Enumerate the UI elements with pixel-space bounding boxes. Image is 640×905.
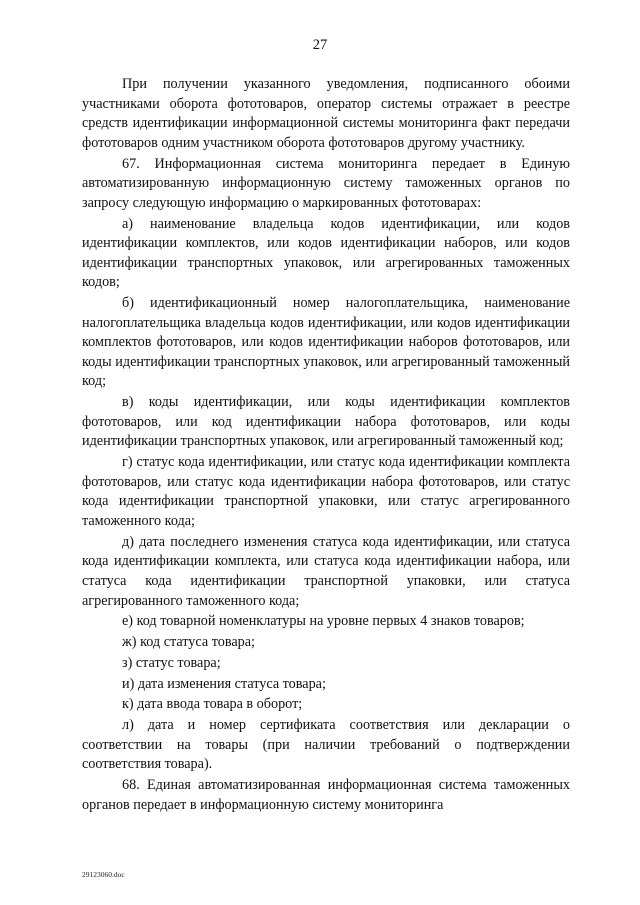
list-item-b: б) идентификационный номер налогоплательщика, наименование налогоплательщика владельца кодов идентификации, или кодов идентификации комплектов фототоваров, или кодов идентификации наборов фототоваров, или коды идентификации транспортных упаковок, или агрегированный таможенный код; — [82, 295, 570, 390]
paragraph-67: 67. Информационная система мониторинга передает в Единую автоматизированную информационную систему таможенных органов по запросу следующую информацию о маркированных фототоварах: — [82, 155, 570, 211]
list-item-z: з) статус товара; — [122, 654, 221, 671]
list-item-zh: ж) код статуса товара; — [122, 634, 255, 651]
footer-filename: 29123060.doc — [82, 870, 125, 879]
list-item-g: г) статус кода идентификации, или статус кода идентификации комплекта фототоваров, или статус кода идентификации набора фототоваров, или статус кода идентификации транспортной упаковки, или статус агрегированного таможенного кода; — [82, 454, 570, 529]
list-item-a: а) наименование владельца кодов идентификации, или кодов идентификации комплектов, или кодов идентификации наборов, или кодов идентификации транспортных упаковок, или агрегированных таможенных кодов; — [82, 215, 570, 291]
list-item-v: в) коды идентификации, или коды идентификации комплектов фототоваров, или код идентификации набора фототоваров, или коды идентификации транспортных упаковок, или агрегированный таможенный код; — [82, 394, 570, 450]
document-body — [82, 75, 570, 817]
list-item-d: д) дата последнего изменения статуса кода идентификации, или статуса кода идентификации комплекта, или статуса кода идентификации набора, или статуса кода идентификации транспортной упаковки, или статуса агрегированного таможенного кода; — [82, 533, 570, 609]
list-item-i: и) дата изменения статуса товара; — [122, 675, 326, 692]
list-item-e: е) код товарной номенклатуры на уровне первых 4 знаков товаров; — [122, 613, 525, 630]
list-item-k: к) дата ввода товара в оборот; — [122, 696, 303, 713]
paragraph-68: 68. Единая автоматизированная информационная система таможенных органов передает в информационную систему мониторинга — [82, 777, 570, 813]
list-item-l: л) дата и номер сертификата соответствия или декларации о соответствии на товары (при наличии требований о подтверждении соответствия товара). — [82, 717, 570, 773]
paragraph-notification: При получении указанного уведомления, подписанного обоими участниками оборота фототоваров, оператор системы отражает в реестре средств идентификации информационной системы мониторинга факт передачи фототоваров одним участником оборота фототоваров другому участнику. — [82, 76, 570, 151]
page-number: 27 — [312, 37, 328, 53]
